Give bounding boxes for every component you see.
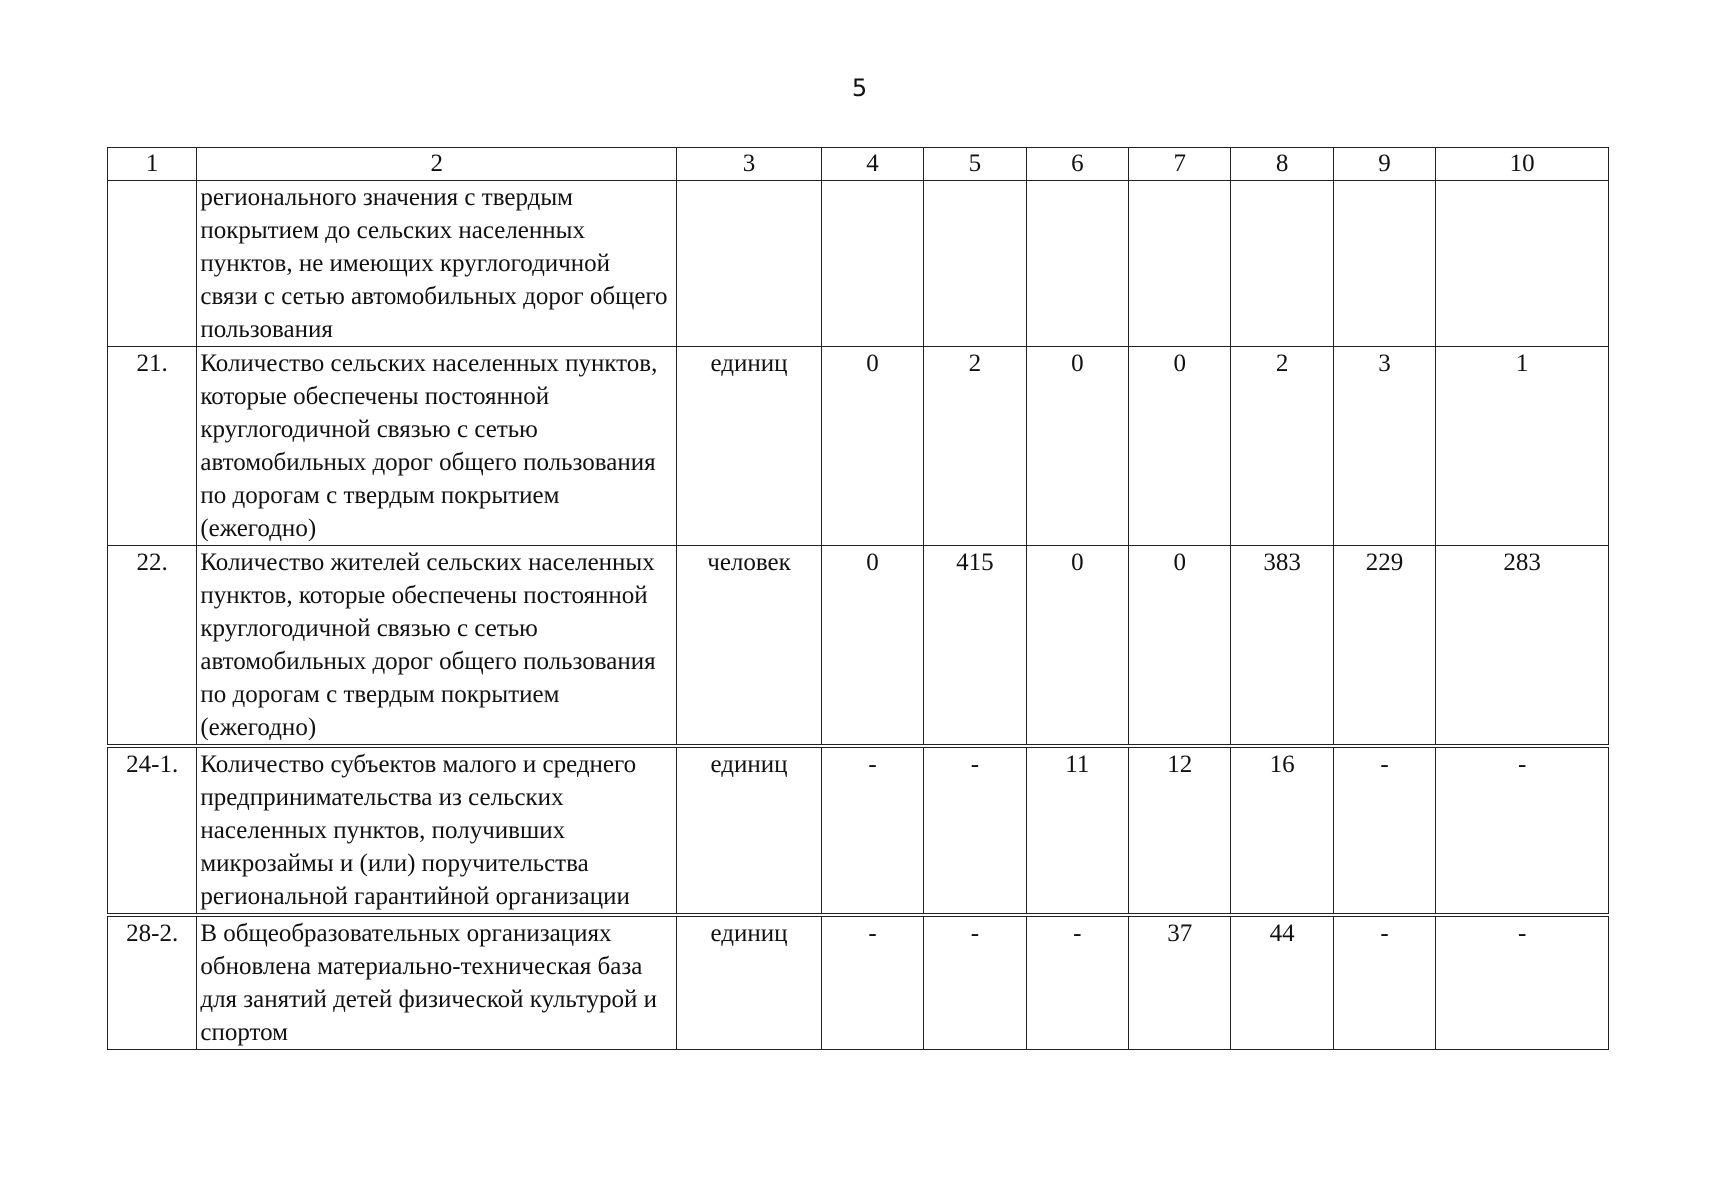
unit-cell: человек — [677, 546, 822, 747]
row-number-cell: 22. — [108, 546, 197, 747]
value-cell: 0 — [1129, 347, 1231, 546]
table-row — [108, 546, 1609, 747]
value-cell: 2 — [1231, 347, 1333, 546]
indicator-name-cell: Количество сельских населенных пунктов, которые обеспечены постоянной круглогодичной связью с сетью автомобильных дорог общего пользования по дорогам с твердым покрытием (ежегодно) — [197, 347, 677, 546]
page-number: 5 — [851, 74, 868, 102]
value-cell: 0 — [821, 546, 923, 747]
value-cell: 383 — [1231, 546, 1333, 747]
value-cell: 229 — [1333, 546, 1435, 747]
value-cell: 1 — [1436, 347, 1609, 546]
value-cell — [1333, 181, 1435, 347]
value-cell: 2 — [924, 347, 1026, 546]
value-cell: 0 — [1026, 347, 1128, 546]
table-row — [108, 181, 1609, 347]
unit-cell: единиц — [677, 347, 822, 546]
value-cell: 0 — [821, 347, 923, 546]
value-cell — [1231, 181, 1333, 347]
column-header: 4 — [821, 148, 923, 181]
column-header: 7 — [1129, 148, 1231, 181]
value-cell — [1026, 181, 1128, 347]
value-cell: 16 — [1231, 746, 1333, 915]
value-cell: 11 — [1026, 746, 1128, 915]
indicators-table — [107, 147, 1609, 1050]
indicator-name-cell: В общеобразовательных организациях обновлена материально-техническая база для занятий детей физической культурой и спортом — [197, 915, 677, 1050]
table-row — [108, 746, 1609, 915]
indicator-name-cell: регионального значения с твердым покрытием до сельских населенных пунктов, не имеющих круглогодичной связи с сетью автомобильных дорог общего пользования — [197, 181, 677, 347]
row-number-cell: 21. — [108, 347, 197, 546]
column-header: 1 — [108, 148, 197, 181]
value-cell: 12 — [1129, 746, 1231, 915]
value-cell: - — [1436, 746, 1609, 915]
value-cell: - — [1026, 915, 1128, 1050]
table-row — [108, 915, 1609, 1050]
row-number-cell — [108, 181, 197, 347]
value-cell — [924, 181, 1026, 347]
value-cell: - — [1333, 746, 1435, 915]
value-cell: 0 — [1026, 546, 1128, 747]
value-cell — [1436, 181, 1609, 347]
unit-cell: единиц — [677, 746, 822, 915]
value-cell: 44 — [1231, 915, 1333, 1050]
column-header: 6 — [1026, 148, 1128, 181]
value-cell: 415 — [924, 546, 1026, 747]
row-number-cell: 28-2. — [108, 915, 197, 1050]
unit-cell: единиц — [677, 915, 822, 1050]
value-cell: - — [821, 746, 923, 915]
table-header-row — [108, 148, 1609, 181]
value-cell: - — [1333, 915, 1435, 1050]
column-header: 2 — [197, 148, 677, 181]
column-header: 5 — [924, 148, 1026, 181]
value-cell — [821, 181, 923, 347]
indicator-name-cell: Количество субъектов малого и среднего предпринимательства из сельских населенных пунктов, получивших микрозаймы и (или) поручительства региональной гарантийной организации — [197, 746, 677, 915]
row-number-cell: 24-1. — [108, 746, 197, 915]
table-row — [108, 347, 1609, 546]
column-header: 9 — [1333, 148, 1435, 181]
column-header: 3 — [677, 148, 822, 181]
unit-cell — [677, 181, 822, 347]
value-cell: 3 — [1333, 347, 1435, 546]
value-cell: 37 — [1129, 915, 1231, 1050]
value-cell: - — [924, 915, 1026, 1050]
value-cell: 0 — [1129, 546, 1231, 747]
value-cell: - — [924, 746, 1026, 915]
value-cell: 283 — [1436, 546, 1609, 747]
indicator-name-cell: Количество жителей сельских населенных пунктов, которые обеспечены постоянной круглогодичной связью с сетью автомобильных дорог общего пользования по дорогам с твердым покрытием (ежегодно) — [197, 546, 677, 747]
value-cell: - — [1436, 915, 1609, 1050]
column-header: 8 — [1231, 148, 1333, 181]
column-header: 10 — [1436, 148, 1609, 181]
value-cell: - — [821, 915, 923, 1050]
value-cell — [1129, 181, 1231, 347]
